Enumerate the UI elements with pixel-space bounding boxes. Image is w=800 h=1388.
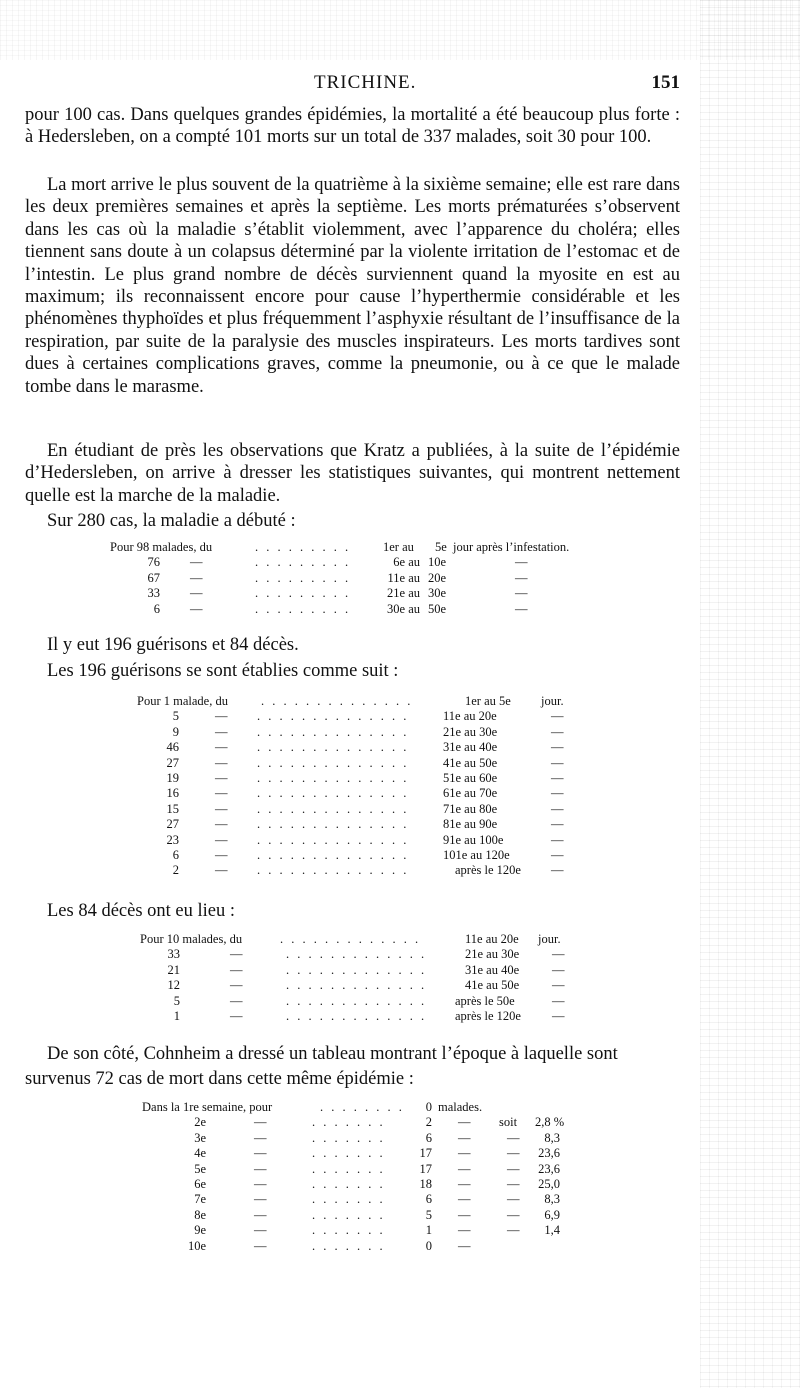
range-to: 30e <box>428 586 447 601</box>
row-count: Pour 10 malades, du <box>140 932 243 946</box>
leader-dots: . . . . . . . . <box>320 1100 405 1114</box>
row-count: 67 <box>147 570 160 585</box>
row-range: 11e au 20e <box>443 709 497 724</box>
row-unit: — <box>458 1130 471 1145</box>
row-unit: — <box>458 1192 471 1207</box>
table-row <box>137 802 587 817</box>
leader-dots: . . . . . . . . . . . . . . <box>257 770 409 785</box>
ditto-dash: — <box>254 1223 267 1238</box>
table-row <box>110 586 610 601</box>
range-from: 11e au <box>387 570 420 585</box>
row-week: 2e <box>194 1115 206 1130</box>
table-row <box>140 932 590 947</box>
ditto-dash: — <box>190 601 203 616</box>
leader-dots: . . . . . . . <box>312 1146 386 1161</box>
row-unit: — <box>458 1238 471 1253</box>
leader-dots: . . . . . . . . . <box>255 586 351 601</box>
ditto-dash: — <box>230 962 243 977</box>
row-tail: — <box>551 724 564 739</box>
row-count: 6 <box>172 847 179 862</box>
row-unit: malades. <box>438 1100 483 1114</box>
table-row <box>110 571 610 586</box>
row-tail: — <box>515 570 528 585</box>
ditto-dash: — <box>254 1130 267 1145</box>
row-count: 17 <box>419 1146 432 1161</box>
recoveries-summary: Il y eut 196 guérisons et 84 décès. <box>47 635 299 655</box>
row-week: 8e <box>194 1207 206 1222</box>
row-range: 91e au 100e <box>443 832 504 847</box>
row-range: 31e au 40e <box>465 962 520 977</box>
row-range: 21e au 30e <box>443 724 498 739</box>
row-tail: — <box>515 555 528 570</box>
range-from: 30e au <box>387 601 420 616</box>
row-count: 6 <box>425 1130 432 1145</box>
table-row <box>137 771 587 786</box>
table-row <box>110 555 610 570</box>
table-row <box>140 1009 590 1024</box>
range-to: 10e <box>428 555 447 570</box>
table-row <box>140 963 590 978</box>
row-count: 2 <box>425 1115 432 1130</box>
ditto-dash: — <box>254 1176 267 1191</box>
table-row <box>137 756 587 771</box>
ditto-dash: — <box>215 740 228 755</box>
table-row <box>137 740 587 755</box>
row-range: après le 120e <box>455 863 521 878</box>
table-row <box>137 833 587 848</box>
row-tail: — <box>551 755 564 770</box>
range-to: 50e <box>428 601 447 616</box>
row-week: 4e <box>194 1146 206 1161</box>
ditto-dash: — <box>215 863 228 878</box>
row-count: 0 <box>425 1100 432 1114</box>
table-onset <box>110 540 610 617</box>
row-count: 33 <box>167 947 180 962</box>
cohnheim-intro-line2: survenus 72 cas de mort dans cette même épidémie : <box>25 1069 414 1089</box>
table-row <box>137 848 587 863</box>
row-percent: 25,0 <box>538 1176 560 1191</box>
table-row <box>142 1177 602 1192</box>
ditto-dash: — <box>190 586 203 601</box>
table-row <box>140 994 590 1009</box>
table-row <box>142 1162 602 1177</box>
leader-dots: . . . . . . . <box>312 1238 386 1253</box>
table-row <box>142 1223 602 1238</box>
row-percent: 8,3 <box>544 1130 560 1145</box>
leader-dots: . . . . . . . . . <box>255 601 351 616</box>
leader-dots: . . . . . . . <box>312 1207 386 1222</box>
ditto-dash: — <box>254 1115 267 1130</box>
row-range: après le 120e <box>455 1008 521 1023</box>
row-tail: jour. <box>538 932 561 946</box>
paragraph-mortality <box>25 104 680 149</box>
leader-dots: . . . . . . . . . <box>255 555 351 570</box>
table-row <box>110 602 610 617</box>
row-count: 27 <box>166 817 179 832</box>
row-count: 9 <box>172 724 179 739</box>
ditto-dash: — <box>215 755 228 770</box>
leader-dots: . . . . . . . <box>312 1161 386 1176</box>
table-row <box>140 947 590 962</box>
table-recoveries <box>137 694 587 879</box>
row-count: 1 <box>173 1008 180 1023</box>
row-week: 6e <box>194 1176 206 1191</box>
table-row <box>140 978 590 993</box>
table-row <box>142 1239 602 1254</box>
row-tail: — <box>551 832 564 847</box>
recoveries-intro: Les 196 guérisons se sont établies comme suit : <box>47 661 399 681</box>
leader-dots: . . . . . . . . . . . . . . <box>261 694 413 708</box>
paragraph-onset-intro <box>25 510 680 532</box>
leader-dots: . . . . . . . . . <box>255 540 351 554</box>
row-count: 6 <box>153 601 160 616</box>
leader-dots: . . . . . . . . . . . . . . <box>257 832 409 847</box>
row-unit: — <box>458 1115 471 1130</box>
row-percent: 1,4 <box>544 1223 560 1238</box>
row-percent: 8,3 <box>544 1192 560 1207</box>
row-percent: 23,6 <box>538 1161 560 1176</box>
row-count: 21 <box>167 962 180 977</box>
row-range: 61e au 70e <box>443 786 498 801</box>
row-tail: — <box>552 947 565 962</box>
table-row <box>137 817 587 832</box>
row-count: 1 <box>425 1223 432 1238</box>
ditto-dash: — <box>507 1130 520 1145</box>
row-tail: — <box>552 978 565 993</box>
row-count: 0 <box>425 1238 432 1253</box>
row-tail: — <box>552 962 565 977</box>
ditto-dash: — <box>215 817 228 832</box>
table-row <box>137 694 587 709</box>
table-row <box>137 725 587 740</box>
row-tail: jour. <box>541 694 564 708</box>
row-unit: — <box>458 1176 471 1191</box>
ditto-dash: — <box>254 1238 267 1253</box>
row-count: 12 <box>167 978 180 993</box>
page-number: 151 <box>651 72 680 93</box>
paragraph-kratz <box>25 440 680 507</box>
ditto-dash: — <box>507 1176 520 1191</box>
leader-dots: . . . . . . . . . . . . . <box>286 1008 427 1023</box>
range-to: 20e <box>428 570 447 585</box>
row-count: 19 <box>166 770 179 785</box>
leader-dots: . . . . . . . . . . . . . . <box>257 740 409 755</box>
table-row <box>142 1192 602 1207</box>
row-week: 5e <box>194 1161 206 1176</box>
cohnheim-intro-line1: De son côté, Cohnheim a dressé un tableau montrant l’époque à laquelle sont <box>47 1044 618 1064</box>
row-tail: — <box>551 817 564 832</box>
table-cohnheim <box>142 1100 602 1254</box>
leader-dots: . . . . . . . <box>312 1192 386 1207</box>
row-tail: — <box>551 770 564 785</box>
row-range: après le 50e <box>455 993 515 1008</box>
row-tail: — <box>551 709 564 724</box>
row-range: 101e au 120e <box>443 847 510 862</box>
paragraph-text: En étudiant de près les observations que Kratz a publiées, à la suite de l’épidémie d’Hedersleben, on arrive à dresser les statistiques suivantes, qui montrent nettement quelle est la marche de la maladie. <box>25 441 680 506</box>
table-row <box>137 863 587 878</box>
row-count: Pour 1 malade, du <box>137 694 228 708</box>
row-percent: 6,9 <box>544 1207 560 1222</box>
row-tail: — <box>551 786 564 801</box>
row-unit: — <box>458 1161 471 1176</box>
row-tail: — <box>551 740 564 755</box>
row-range: 51e au 60e <box>443 770 498 785</box>
row-unit: — <box>458 1223 471 1238</box>
ditto-dash: — <box>215 786 228 801</box>
leader-dots: . . . . . . . . . . . . . . <box>257 786 409 801</box>
leader-dots: . . . . . . . . . . . . . . <box>257 709 409 724</box>
paragraph-text: Sur 280 cas, la maladie a débuté : <box>47 511 296 531</box>
ditto-dash: — <box>507 1161 520 1176</box>
table-row <box>142 1100 602 1115</box>
row-range: 71e au 80e <box>443 801 498 816</box>
row-unit: — <box>458 1207 471 1222</box>
table-row <box>142 1115 602 1130</box>
row-range: 81e au 90e <box>443 817 498 832</box>
row-range: 41e au 50e <box>465 978 520 993</box>
ditto-dash: — <box>230 947 243 962</box>
page-header <box>25 72 680 98</box>
row-week: 9e <box>194 1223 206 1238</box>
row-percent: 23,6 <box>538 1146 560 1161</box>
table-row <box>142 1146 602 1161</box>
row-tail: — <box>515 601 528 616</box>
row-count: 27 <box>166 755 179 770</box>
ditto-dash: — <box>254 1161 267 1176</box>
row-count: 6 <box>425 1192 432 1207</box>
range-from: 21e au <box>387 586 420 601</box>
row-count: 46 <box>166 740 179 755</box>
ditto-dash: — <box>215 847 228 862</box>
table-row <box>142 1208 602 1223</box>
leader-dots: . . . . . . . <box>312 1176 386 1191</box>
leader-dots: . . . . . . . . . . . . . . <box>257 817 409 832</box>
range-from: 6e au <box>393 555 420 570</box>
row-unit: — <box>458 1146 471 1161</box>
row-range: 21e au 30e <box>465 947 520 962</box>
ditto-dash: — <box>190 555 203 570</box>
ditto-dash: — <box>254 1146 267 1161</box>
leader-dots: . . . . . . . . . . . . . . <box>257 801 409 816</box>
row-tail: — <box>551 863 564 878</box>
leader-dots: . . . . . . . . . . . . . <box>286 947 427 962</box>
leader-dots: . . . . . . . <box>312 1130 386 1145</box>
table-row <box>142 1131 602 1146</box>
leader-dots: . . . . . . . . . . . . . <box>286 978 427 993</box>
paragraph-death-timing <box>25 174 680 398</box>
row-range: 41e au 50e <box>443 755 498 770</box>
running-title: TRICHINE. <box>314 72 417 93</box>
ditto-dash: — <box>215 801 228 816</box>
leader-dots: . . . . . . . . . . . . . . <box>257 847 409 862</box>
table-deaths <box>140 932 590 1024</box>
ditto-dash: — <box>507 1223 520 1238</box>
row-week: Dans la 1re semaine, pour <box>142 1100 273 1114</box>
table-row <box>137 786 587 801</box>
row-tail: — <box>552 993 565 1008</box>
ditto-dash: — <box>190 570 203 585</box>
scan-noise-top <box>0 0 800 60</box>
row-count: 5 <box>425 1207 432 1222</box>
leader-dots: . . . . . . . <box>312 1115 386 1130</box>
range-to: 5e <box>435 540 447 554</box>
leader-dots: . . . . . . . . . . . . . <box>286 993 427 1008</box>
row-count: 23 <box>166 832 179 847</box>
ditto-dash: — <box>215 770 228 785</box>
paragraph-text: La mort arrive le plus souvent de la quatrième à la sixième semaine; elle est rare dans les deux premières semaines et après la septième. Les morts prématurées s’observent dans les cas où la maladie s’établit violemment, avec l’apparence du choléra; elles tiennent sans doute à un colapsus déterminé par la violente irritation de l’estomac et de l’intestin. Le plus grand nombre de décès surviennent quand la myosite en est au maximum; ils reconnaissent encore pour cause l’hyperthermie considérable et les phénomènes thyphoïdes et plus fréquemment l’asphyxie résultant de l’insuffisance de la respiration, par suite de la paralysie des muscles inspirateurs. Les morts tardives sont dues à certaines complications graves, comme la pneumonie, ou à ce que le malade tombe dans le marasme. <box>25 175 680 397</box>
row-tail: jour après l’infestation. <box>453 540 570 554</box>
row-range: 31e au 40e <box>443 740 498 755</box>
row-count: 16 <box>166 786 179 801</box>
row-count: 76 <box>147 555 160 570</box>
row-count: Pour 98 malades, du <box>110 540 213 554</box>
ditto-dash: — <box>507 1207 520 1222</box>
ditto-dash: — <box>230 993 243 1008</box>
ditto-dash: — <box>254 1192 267 1207</box>
row-count: 17 <box>419 1161 432 1176</box>
row-week: 3e <box>194 1130 206 1145</box>
ditto-dash: — <box>215 724 228 739</box>
row-week: 10e <box>187 1238 206 1253</box>
row-count: 2 <box>172 863 179 878</box>
scan-noise-right-edge <box>700 0 800 1388</box>
ditto-dash: — <box>230 1008 243 1023</box>
row-range: 1er au 5e <box>465 694 511 708</box>
row-range: 11e au 20e <box>465 932 519 946</box>
ditto-dash: — <box>254 1207 267 1222</box>
row-count: 18 <box>419 1176 432 1191</box>
leader-dots: . . . . . . . . . . . . . <box>286 962 427 977</box>
row-percent: 2,8 % <box>535 1115 565 1130</box>
leader-dots: . . . . . . . . . <box>255 570 351 585</box>
row-tail: — <box>515 586 528 601</box>
table-row <box>137 709 587 724</box>
leader-dots: . . . . . . . . . . . . . . <box>257 755 409 770</box>
row-week: 7e <box>194 1192 206 1207</box>
row-count: 5 <box>173 993 180 1008</box>
row-soit: soit <box>499 1115 518 1130</box>
ditto-dash: — <box>215 709 228 724</box>
leader-dots: . . . . . . . <box>312 1223 386 1238</box>
row-tail: — <box>551 801 564 816</box>
row-tail: — <box>552 1008 565 1023</box>
ditto-dash: — <box>507 1192 520 1207</box>
row-count: 5 <box>172 709 179 724</box>
leader-dots: . . . . . . . . . . . . . . <box>257 863 409 878</box>
range-from: 1er au <box>383 540 414 554</box>
row-tail: — <box>551 847 564 862</box>
leader-dots: . . . . . . . . . . . . . <box>280 932 421 946</box>
paragraph-text: pour 100 cas. Dans quelques grandes épidémies, la mortalité a été beaucoup plus forte : à Hedersleben, on a compté 101 morts sur un total de 337 malades, soit 30 pour 100. <box>25 105 680 148</box>
deaths-intro: Les 84 décès ont eu lieu : <box>47 901 236 921</box>
ditto-dash: — <box>230 978 243 993</box>
row-count: 15 <box>166 801 179 816</box>
ditto-dash: — <box>507 1146 520 1161</box>
table-row <box>110 540 610 555</box>
row-count: 33 <box>147 586 160 601</box>
leader-dots: . . . . . . . . . . . . . . <box>257 724 409 739</box>
ditto-dash: — <box>215 832 228 847</box>
